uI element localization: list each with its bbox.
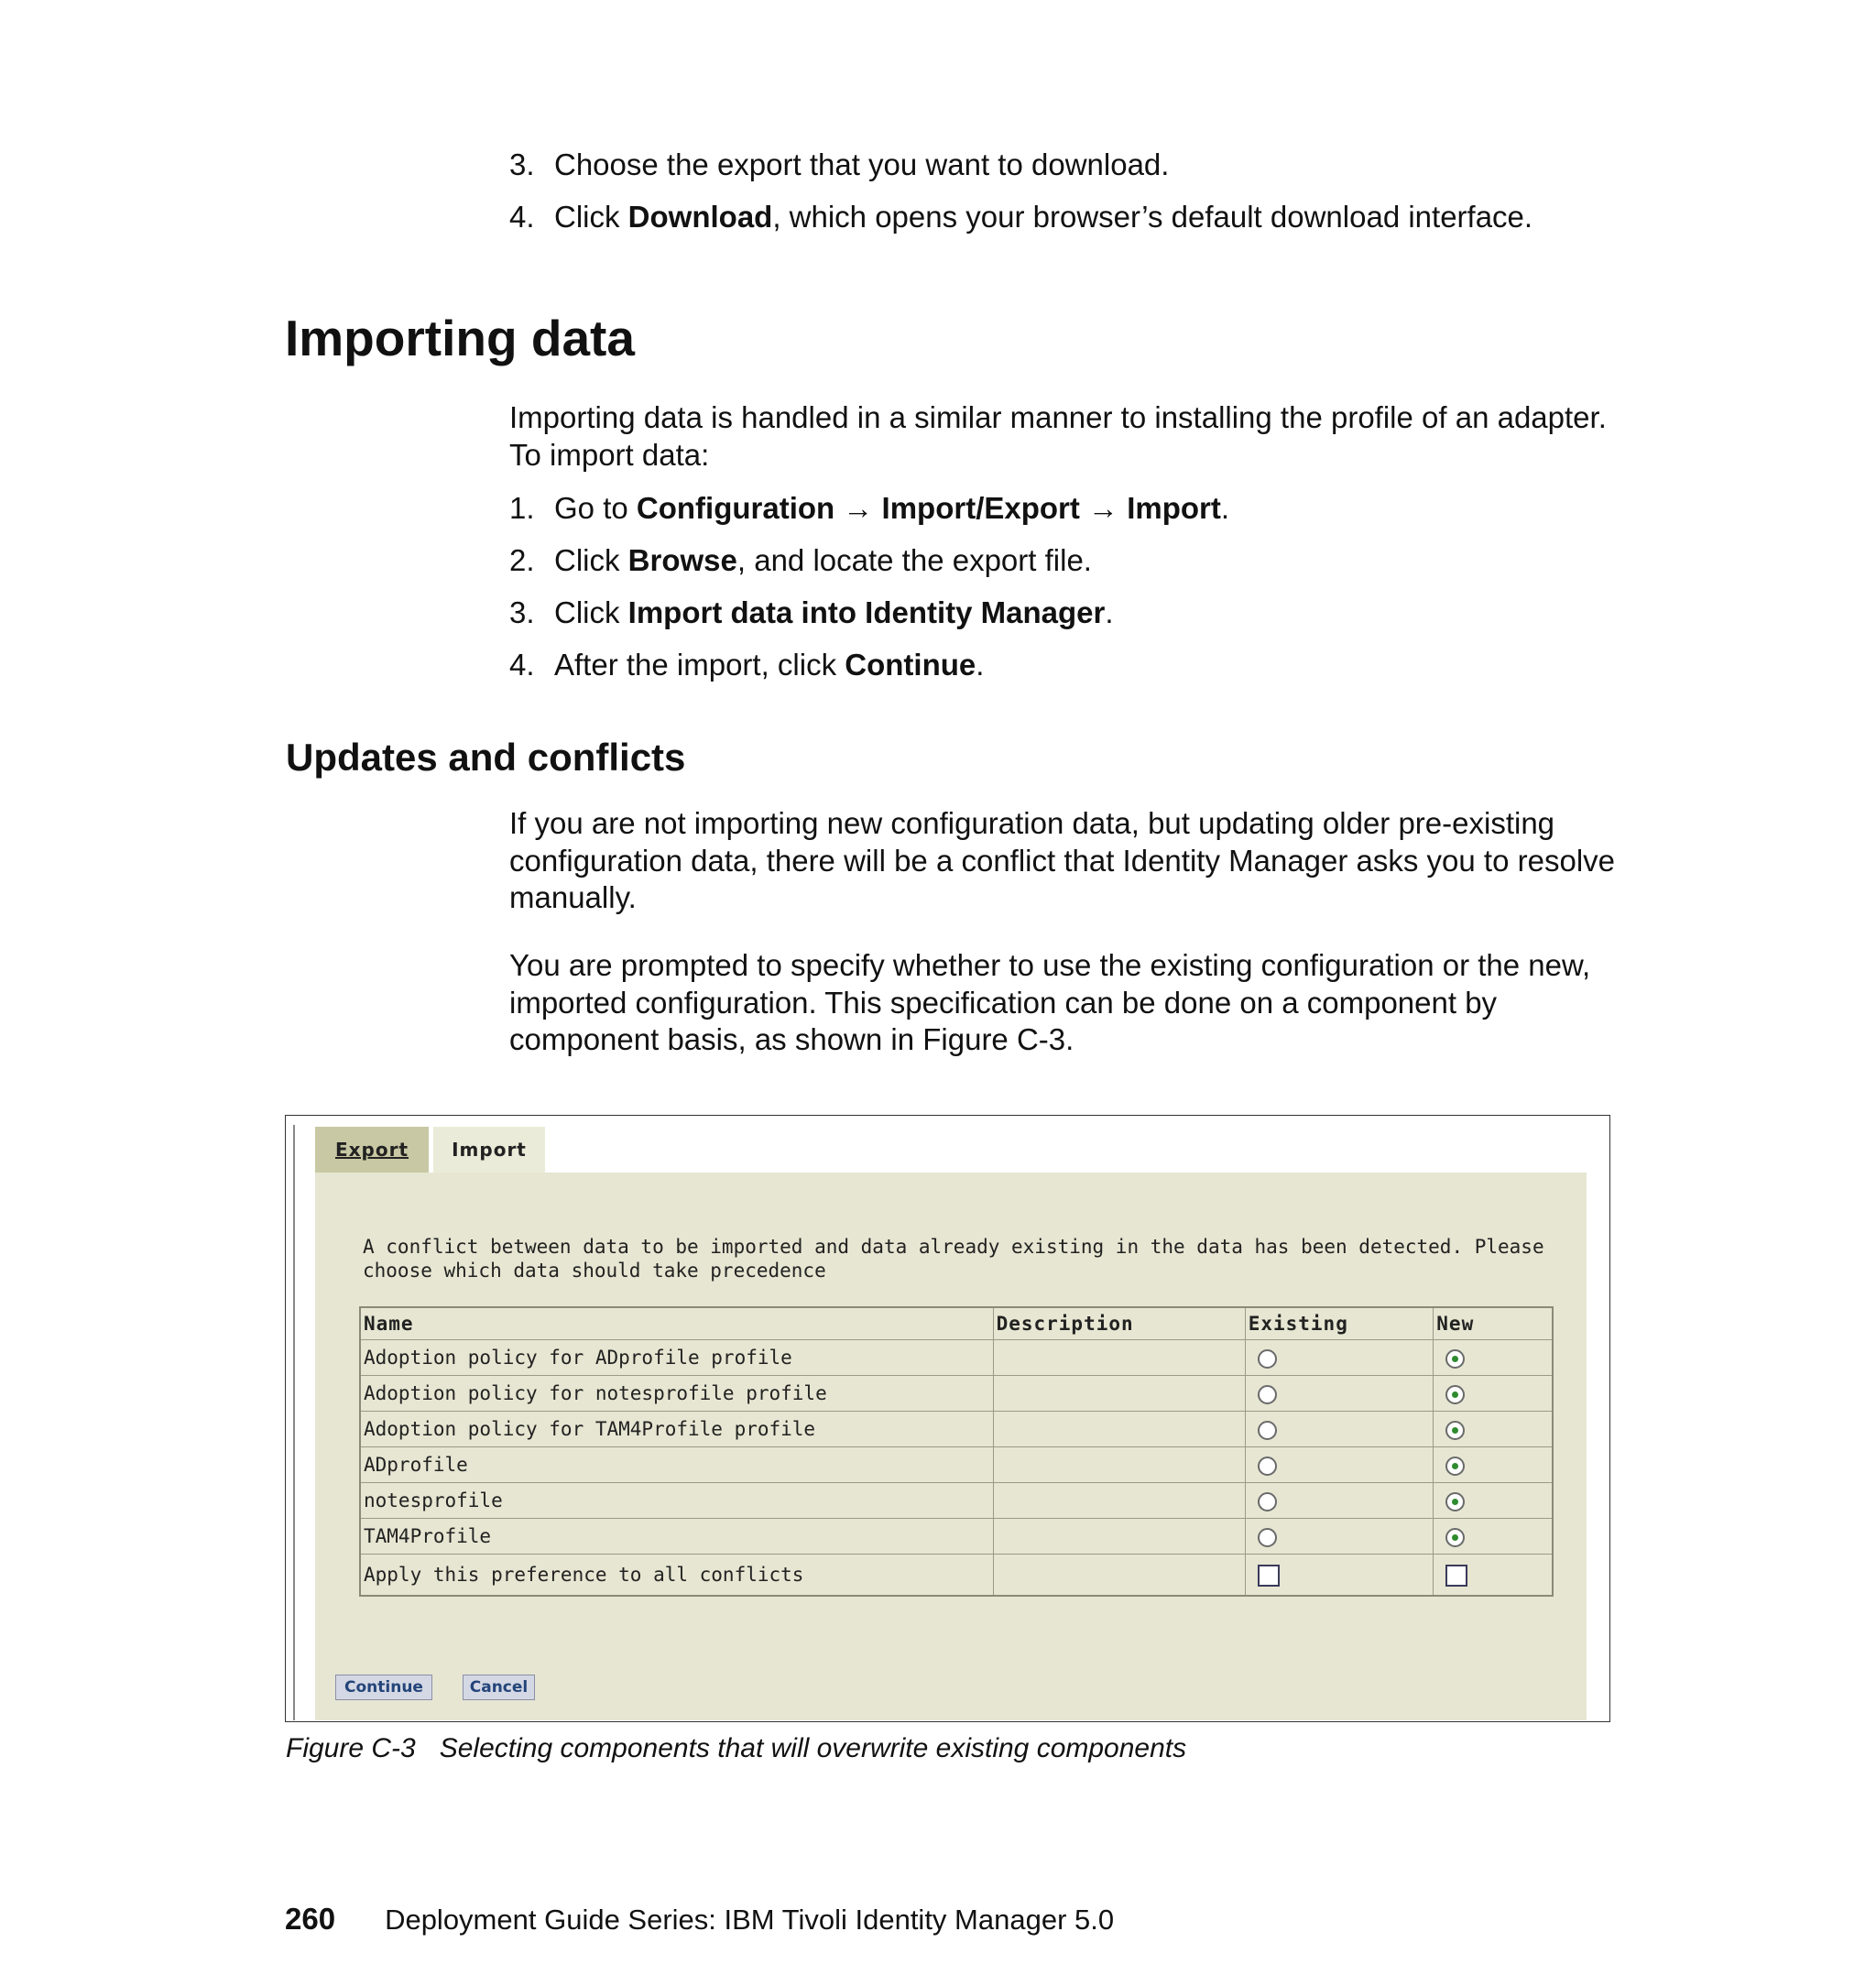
cancel-button[interactable]: Cancel xyxy=(463,1675,535,1700)
existing-radio[interactable] xyxy=(1258,1492,1277,1511)
step-text-pre: After the import, click xyxy=(554,648,845,682)
top-step-3 xyxy=(509,147,1169,183)
conflict-table xyxy=(359,1306,1554,1597)
apply-all-row xyxy=(360,1555,1553,1597)
step-text-post: . xyxy=(1220,491,1230,525)
top-step-4 xyxy=(509,199,1532,235)
tab-export[interactable]: Export xyxy=(315,1127,429,1173)
step-text-post: , which opens your browser’s default download interface. xyxy=(772,200,1533,234)
existing-cell xyxy=(1245,1519,1434,1555)
figure-screenshot xyxy=(285,1115,1610,1722)
row-name: Adoption policy for ADprofile profile xyxy=(360,1340,993,1376)
figure-number: Figure C-3 xyxy=(286,1733,416,1763)
existing-radio[interactable] xyxy=(1258,1349,1277,1369)
step-text: Choose the export that you want to download. xyxy=(554,147,1170,181)
table-row xyxy=(360,1412,1553,1447)
table-row xyxy=(360,1376,1553,1412)
existing-radio[interactable] xyxy=(1258,1528,1277,1547)
section-intro: Importing data is handled in a similar manner to installing the profile of an adapter. To import data: xyxy=(509,400,1607,472)
subsection-paragraph-2: You are prompted to specify whether to use the existing configuration or the new, imported configuration. This specification can be done on a component by component basis, as shown in Figure C-3. xyxy=(509,948,1591,1056)
existing-radio[interactable] xyxy=(1258,1385,1277,1404)
subsection-paragraph-1: If you are not importing new configuration data, but updating older pre-existing configuration data, there will be a conflict that Identity Manager asks you to resolve manually. xyxy=(509,806,1615,914)
book-title: Deployment Guide Series: IBM Tivoli Identity Manager 5.0 xyxy=(385,1904,1115,1936)
import-step-1 xyxy=(509,490,1229,527)
row-description xyxy=(993,1412,1245,1447)
step-text-pre: Click xyxy=(554,200,628,234)
step-number: 1. xyxy=(509,491,535,525)
step-text-post: . xyxy=(1105,595,1114,629)
apply-all-new-checkbox[interactable] xyxy=(1445,1565,1467,1587)
new-radio[interactable] xyxy=(1445,1349,1465,1369)
step-text-bold: Download xyxy=(627,200,773,234)
existing-radio[interactable] xyxy=(1258,1421,1277,1440)
step-text-pre: Click xyxy=(554,595,628,629)
existing-cell xyxy=(1245,1483,1434,1519)
new-radio[interactable] xyxy=(1445,1457,1465,1476)
row-description xyxy=(993,1555,1245,1597)
new-cell xyxy=(1434,1447,1553,1483)
column-header-new: New xyxy=(1434,1307,1553,1340)
row-description xyxy=(993,1519,1245,1555)
new-cell xyxy=(1434,1555,1553,1597)
menu-import: Import xyxy=(1127,491,1221,525)
row-description xyxy=(993,1447,1245,1483)
step-number: 3. xyxy=(509,147,535,181)
figure-caption xyxy=(286,1733,1186,1764)
step-text-bold: Browse xyxy=(627,543,737,577)
step-text-post: . xyxy=(976,648,985,682)
new-cell xyxy=(1434,1483,1553,1519)
table-row xyxy=(360,1340,1553,1376)
step-text-bold: Continue xyxy=(845,648,976,682)
new-radio[interactable] xyxy=(1445,1528,1465,1547)
step-number: 4. xyxy=(509,648,535,682)
apply-all-existing-checkbox[interactable] xyxy=(1258,1565,1280,1587)
section-title: Importing data xyxy=(285,310,635,366)
new-cell xyxy=(1434,1376,1553,1412)
existing-cell xyxy=(1245,1412,1434,1447)
frame-divider xyxy=(293,1125,295,1720)
arrow-icon: → xyxy=(1079,491,1128,525)
table-row xyxy=(360,1447,1553,1483)
row-name: ADprofile xyxy=(360,1447,993,1483)
new-cell xyxy=(1434,1412,1553,1447)
apply-all-label: Apply this preference to all conflicts xyxy=(360,1555,993,1597)
column-header-description: Description xyxy=(993,1307,1245,1340)
existing-radio[interactable] xyxy=(1258,1457,1277,1476)
existing-cell xyxy=(1245,1340,1434,1376)
column-header-name: Name xyxy=(360,1307,993,1340)
step-number: 4. xyxy=(509,200,535,234)
row-description xyxy=(993,1340,1245,1376)
step-text-bold: Import data into Identity Manager xyxy=(627,595,1106,629)
conflict-message: A conflict between data to be imported and data already existing in the data has been detected. Please choose which data should take precedence xyxy=(363,1236,1544,1282)
import-panel xyxy=(315,1173,1587,1720)
step-text-pre: Click xyxy=(554,543,628,577)
row-name: Adoption policy for notesprofile profile xyxy=(360,1376,993,1412)
existing-cell xyxy=(1245,1376,1434,1412)
row-description xyxy=(993,1376,1245,1412)
table-header-row xyxy=(360,1307,1553,1340)
import-step-3 xyxy=(509,595,1114,631)
row-name: TAM4Profile xyxy=(360,1519,993,1555)
row-description xyxy=(993,1483,1245,1519)
new-radio[interactable] xyxy=(1445,1421,1465,1440)
new-cell xyxy=(1434,1519,1553,1555)
continue-button[interactable]: Continue xyxy=(335,1675,432,1700)
table-row xyxy=(360,1483,1553,1519)
subsection-title: Updates and conflicts xyxy=(286,736,686,779)
existing-cell xyxy=(1245,1555,1434,1597)
page-number: 260 xyxy=(285,1902,336,1936)
import-step-4 xyxy=(509,647,984,683)
column-header-existing: Existing xyxy=(1245,1307,1434,1340)
step-text-pre: Go to xyxy=(554,491,637,525)
tab-import[interactable]: Import xyxy=(433,1127,545,1173)
table-row xyxy=(360,1519,1553,1555)
existing-cell xyxy=(1245,1447,1434,1483)
step-text-post: , and locate the export file. xyxy=(736,543,1092,577)
arrow-icon: → xyxy=(834,491,882,525)
new-radio[interactable] xyxy=(1445,1385,1465,1404)
step-number: 3. xyxy=(509,595,535,629)
row-name: notesprofile xyxy=(360,1483,993,1519)
page-footer xyxy=(285,1902,1114,1937)
row-name: Adoption policy for TAM4Profile profile xyxy=(360,1412,993,1447)
menu-configuration: Configuration xyxy=(636,491,835,525)
step-number: 2. xyxy=(509,543,535,577)
figure-caption-text: Selecting components that will overwrite existing components xyxy=(439,1733,1187,1763)
import-step-2 xyxy=(509,542,1092,579)
menu-import-export: Import/Export xyxy=(881,491,1080,525)
new-radio[interactable] xyxy=(1445,1492,1465,1511)
new-cell xyxy=(1434,1340,1553,1376)
